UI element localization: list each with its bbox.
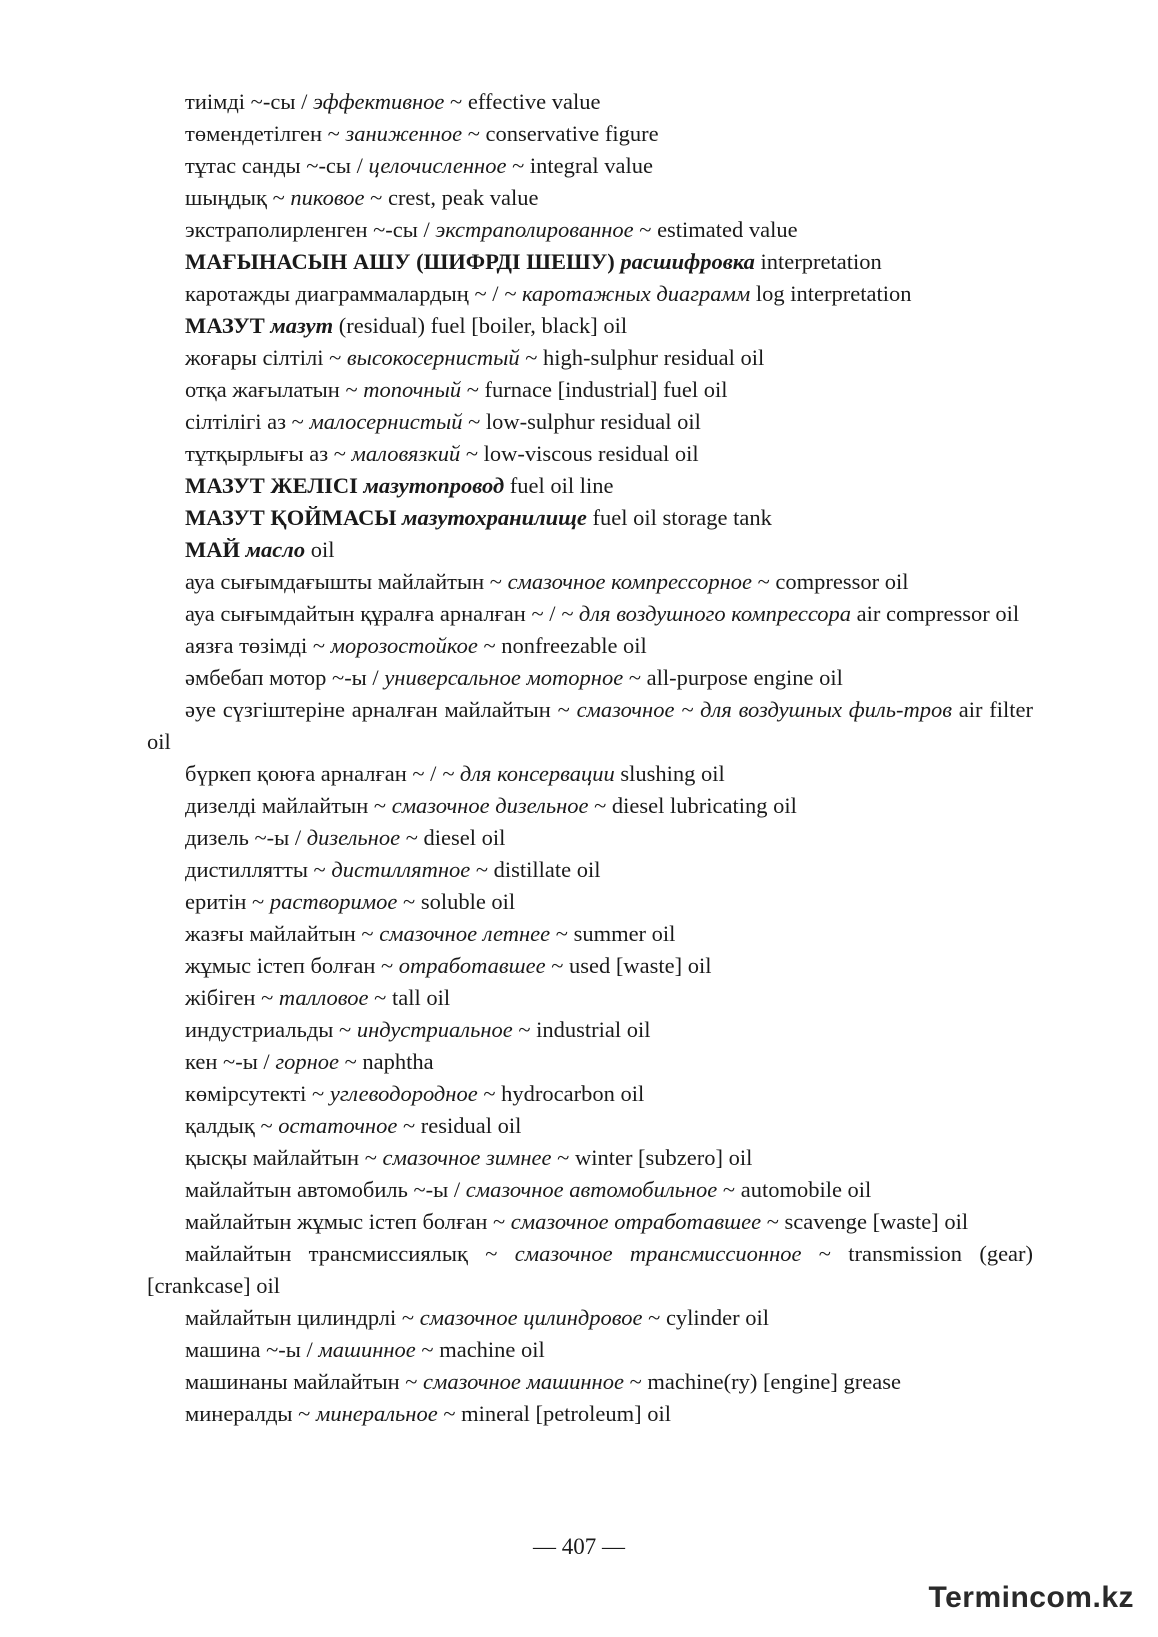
english-term: ~ hydrocarbon oil: [483, 1081, 645, 1106]
russian-term: смазочное летнее: [379, 921, 551, 946]
russian-term: талловое: [278, 985, 369, 1010]
headword-entry: [147, 502, 1033, 534]
english-term: ~ soluble oil: [403, 889, 516, 914]
russian-term: мазутопровод: [363, 473, 505, 498]
russian-term: мазутохранилище: [402, 505, 587, 530]
subentry: [147, 598, 1033, 630]
kazakh-term: төмендетілген ~: [185, 121, 340, 146]
subentry: [147, 758, 1033, 790]
kazakh-term: индустриальды ~: [185, 1017, 352, 1042]
subentry: [147, 214, 1033, 246]
kazakh-term: шыңдық ~: [185, 185, 285, 210]
subentry: [147, 406, 1033, 438]
english-term: fuel oil storage tank: [592, 505, 772, 530]
kazakh-term: майлайтын трансмиссиялық ~: [185, 1241, 498, 1266]
english-term: ~ naphtha: [344, 1049, 434, 1074]
english-term: ~ mineral [petroleum] oil: [443, 1401, 672, 1426]
kazakh-term: каротажды диаграммалардың ~ /: [185, 281, 499, 306]
english-term: ~ machine oil: [421, 1337, 545, 1362]
subentry: [147, 1142, 1033, 1174]
english-term: ~ crest, peak value: [370, 185, 539, 210]
english-term: ~ used [waste] oil: [551, 953, 712, 978]
russian-term: высокосернистый: [346, 345, 520, 370]
english-term: ~ scavenge [waste] oil: [766, 1209, 969, 1234]
kazakh-term: МАЙ: [185, 537, 240, 562]
russian-term: маловязкий: [351, 441, 461, 466]
russian-term: индустриальное: [356, 1017, 513, 1042]
english-term: ~ furnace [industrial] fuel oil: [466, 377, 728, 402]
subentry: [147, 566, 1033, 598]
russian-term: смазочное отработавшее: [510, 1209, 762, 1234]
english-term: ~ cylinder oil: [648, 1305, 770, 1330]
russian-term: расшифровка: [620, 249, 755, 274]
kazakh-term: бүркеп қоюға арналған ~ /: [185, 761, 437, 786]
russian-term: смазочное зимнее: [382, 1145, 552, 1170]
kazakh-term: тұтас санды ~-сы /: [185, 153, 363, 178]
russian-term: ~ для воздушного компрессора: [561, 601, 851, 626]
kazakh-term: машинаны майлайтын ~: [185, 1369, 418, 1394]
russian-term: мазут: [270, 313, 334, 338]
english-term: ~ conservative figure: [467, 121, 659, 146]
headword-entry: [147, 246, 1033, 278]
kazakh-term: жібіген ~: [185, 985, 274, 1010]
subentry: [147, 662, 1033, 694]
russian-term: остаточное: [278, 1113, 398, 1138]
subentry: [147, 822, 1033, 854]
russian-term: растворимое: [269, 889, 398, 914]
kazakh-term: МАЗУТ ЖЕЛІСІ: [185, 473, 358, 498]
kazakh-term: сілтілігі аз ~: [185, 409, 304, 434]
russian-term: топочный: [363, 377, 462, 402]
russian-term: масло: [245, 537, 306, 562]
subentry: [147, 278, 1033, 310]
subentry: [147, 150, 1033, 182]
kazakh-term: тиімді ~-сы /: [185, 89, 308, 114]
english-term: ~ automobile oil: [722, 1177, 872, 1202]
russian-term: дистиллятное: [331, 857, 471, 882]
site-watermark: [929, 1581, 1135, 1615]
subentry: [147, 1334, 1033, 1366]
russian-term: смазочное компрессорное: [507, 569, 752, 594]
english-term: slushing oil: [620, 761, 725, 786]
headword-entry: [147, 310, 1033, 342]
english-term: ~ distillate oil: [475, 857, 601, 882]
kazakh-term: ауа сығымдайтын құралға арналған ~ /: [185, 601, 556, 626]
english-term: fuel oil line: [509, 473, 614, 498]
subentry: [147, 982, 1033, 1014]
subentry: [147, 1366, 1033, 1398]
kazakh-term: жоғары сілтілі ~: [185, 345, 342, 370]
english-term: ~ effective value: [450, 89, 601, 114]
headword-entry: [147, 470, 1033, 502]
watermark-text: Termincom.kz: [928, 1581, 1134, 1614]
subentry: [147, 374, 1033, 406]
english-term: ~ summer oil: [555, 921, 676, 946]
subentry: [147, 342, 1033, 374]
subentry: [147, 86, 1033, 118]
russian-term: эффективное: [312, 89, 445, 114]
kazakh-term: әуе сүзгіштеріне арналған майлайтын ~: [185, 697, 570, 722]
kazakh-term: экстраполирленген ~-сы /: [185, 217, 430, 242]
russian-term: пиковое: [290, 185, 365, 210]
subentry: [147, 1302, 1033, 1334]
english-term: ~ industrial oil: [518, 1017, 651, 1042]
subentry: [147, 950, 1033, 982]
english-term: ~ low-sulphur residual oil: [468, 409, 701, 434]
subentry: [147, 438, 1033, 470]
subentry: [147, 1174, 1033, 1206]
page-number: — 407 —: [533, 1534, 625, 1559]
english-term: ~ tall oil: [374, 985, 451, 1010]
headword-entry: [147, 534, 1033, 566]
dictionary-page: [147, 86, 1033, 1430]
english-term: air compressor oil: [856, 601, 1020, 626]
kazakh-term: майлайтын жұмыс істеп болған ~: [185, 1209, 506, 1234]
subentry: [147, 1046, 1033, 1078]
english-term: ~ low-viscous residual oil: [465, 441, 699, 466]
russian-term: экстраполированное: [435, 217, 634, 242]
russian-term: смазочное машинное: [423, 1369, 624, 1394]
kazakh-term: әмбебап мотор ~-ы /: [185, 665, 379, 690]
russian-term: морозостойкое: [330, 633, 478, 658]
subentry: [147, 854, 1033, 886]
kazakh-term: машина ~-ы /: [185, 1337, 313, 1362]
kazakh-term: көмірсутекті ~: [185, 1081, 325, 1106]
subentry: [147, 886, 1033, 918]
russian-term: малосернистый: [309, 409, 463, 434]
english-term: log interpretation: [755, 281, 912, 306]
english-term: ~ diesel lubricating oil: [594, 793, 797, 818]
russian-term: ~ каротажных диаграмм: [504, 281, 751, 306]
russian-term: машинное: [318, 1337, 416, 1362]
russian-term: углеводородное: [329, 1081, 478, 1106]
english-term: ~ high-sulphur residual oil: [525, 345, 765, 370]
subentry: [147, 790, 1033, 822]
kazakh-term: қалдық ~: [185, 1113, 273, 1138]
kazakh-term: тұтқырлығы аз ~: [185, 441, 346, 466]
kazakh-term: кен ~-ы /: [185, 1049, 270, 1074]
russian-term: горное: [275, 1049, 339, 1074]
russian-term: целочисленное: [368, 153, 507, 178]
kazakh-term: дизелді майлайтын ~: [185, 793, 387, 818]
english-term: oil: [310, 537, 335, 562]
subentry: [147, 918, 1033, 950]
kazakh-term: дистиллятты ~: [185, 857, 326, 882]
kazakh-term: еритін ~: [185, 889, 265, 914]
subentry: [147, 1110, 1033, 1142]
english-term: ~ estimated value: [639, 217, 798, 242]
russian-term: универсальное моторное: [384, 665, 624, 690]
english-term: ~ machine(ry) [engine] grease: [629, 1369, 901, 1394]
kazakh-term: МАЗУТ: [185, 313, 265, 338]
kazakh-term: дизель ~-ы /: [185, 825, 302, 850]
subentry: [147, 694, 1033, 758]
english-term: ~ integral value: [512, 153, 653, 178]
kazakh-term: МАҒЫНАСЫН АШУ (ШИФРДІ ШЕШУ): [185, 249, 615, 274]
english-term: ~ all-purpose engine oil: [628, 665, 843, 690]
russian-term: ~ для консервации: [442, 761, 615, 786]
subentry: [147, 1206, 1033, 1238]
kazakh-term: аязға төзімді ~: [185, 633, 326, 658]
russian-term: смазочное ~ для воздушных филь-тров: [576, 697, 952, 722]
english-term: (residual) fuel [boiler, black] oil: [338, 313, 628, 338]
russian-term: заниженное: [345, 121, 463, 146]
subentry: [147, 1078, 1033, 1110]
subentry: [147, 1398, 1033, 1430]
kazakh-term: майлайтын автомобиль ~-ы /: [185, 1177, 461, 1202]
russian-term: смазочное трансмиссионное: [514, 1241, 802, 1266]
russian-term: отработавшее: [398, 953, 546, 978]
russian-term: минеральное: [315, 1401, 438, 1426]
kazakh-term: МАЗУТ ҚОЙМАСЫ: [185, 505, 397, 530]
kazakh-term: жұмыс істеп болған ~: [185, 953, 394, 978]
english-term: ~ winter [subzero] oil: [557, 1145, 753, 1170]
subentry: [147, 630, 1033, 662]
english-term: ~ compressor oil: [757, 569, 909, 594]
kazakh-term: жазғы майлайтын ~: [185, 921, 374, 946]
subentry: [147, 1238, 1033, 1302]
russian-term: смазочное цилиндровое: [419, 1305, 643, 1330]
english-term: ~ nonfreezable oil: [483, 633, 647, 658]
russian-term: смазочное автомобильное: [465, 1177, 718, 1202]
kazakh-term: минералды ~: [185, 1401, 311, 1426]
subentry: [147, 1014, 1033, 1046]
kazakh-term: майлайтын цилиндрлі ~: [185, 1305, 415, 1330]
russian-term: смазочное дизельное: [391, 793, 589, 818]
kazakh-term: отқа жағылатын ~: [185, 377, 358, 402]
russian-term: дизельное: [306, 825, 401, 850]
english-term: air filter oil: [147, 697, 1034, 754]
kazakh-term: қысқы майлайтын ~: [185, 1145, 377, 1170]
english-term: ~ residual oil: [402, 1113, 522, 1138]
english-term: interpretation: [760, 249, 882, 274]
kazakh-term: ауа сығымдағышты майлайтын ~: [185, 569, 502, 594]
subentry: [147, 182, 1033, 214]
subentry: [147, 118, 1033, 150]
english-term: ~ transmission (gear) [crankcase] oil: [147, 1241, 1034, 1298]
english-term: ~ diesel oil: [405, 825, 506, 850]
